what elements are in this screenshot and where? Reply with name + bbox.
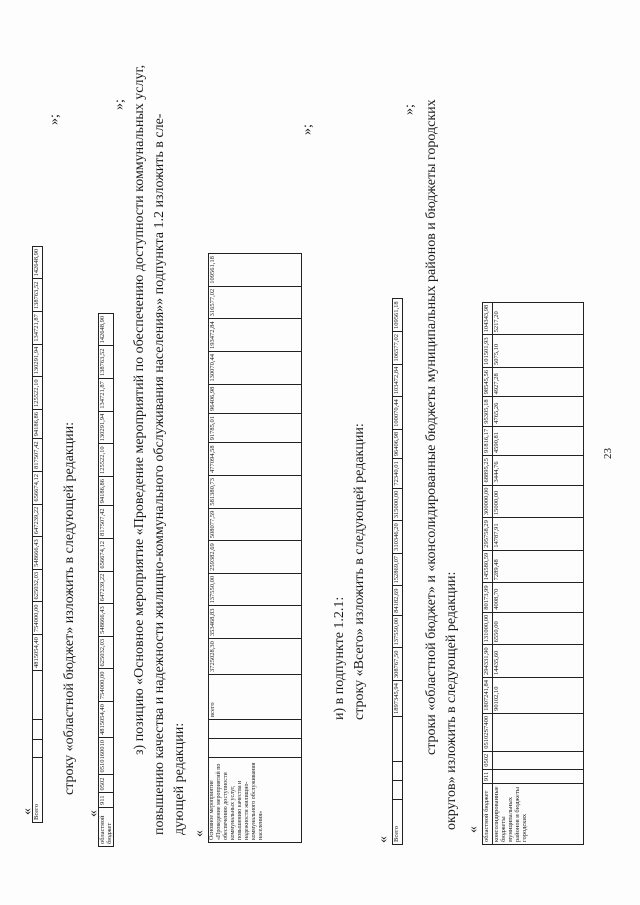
cell: 300000,00 <box>483 485 493 518</box>
row-label: областной бюджет <box>99 808 114 847</box>
row-label: Основное мероприятие «Проведение мероприятий по обеспечению доступности коммунальных услуг, повышению качества и надежности жилищно-коммунального обслуживания населения» <box>209 758 302 843</box>
cell: 754000,00 <box>99 669 114 702</box>
cell: 477094,58 <box>209 443 302 476</box>
cell: 95305,18 <box>483 397 493 426</box>
cell: 142648,90 <box>33 246 43 279</box>
cell: 315000,00 <box>393 488 403 521</box>
cell: 104343,98 <box>483 302 493 335</box>
cell: 911 <box>483 769 493 784</box>
cell: 310346,20 <box>393 521 403 554</box>
quote-close: »; <box>300 124 315 135</box>
text-paragraph: з) позицию «Основное мероприятие «Проведение мероприятий по обеспечению доступности коммунальных услуг, <box>132 64 147 755</box>
cell: 193472,84 <box>209 319 302 352</box>
cell: 15000,00 <box>493 485 584 518</box>
cell: 294331,90 <box>483 645 493 678</box>
cell: 68895,25 <box>483 456 493 485</box>
cell: 91816,17 <box>483 426 493 455</box>
cell: 4815054,40 <box>33 635 43 671</box>
cell: 145580,59 <box>483 550 493 583</box>
table-budgets <box>482 302 584 845</box>
quote-close: »; <box>47 114 62 125</box>
cell: 125522,10 <box>33 377 43 410</box>
cell: 96406,98 <box>393 429 403 458</box>
cell: 4815054,40 <box>99 702 114 738</box>
cell: 94186,86 <box>99 476 114 505</box>
cell: 96406,98 <box>209 384 302 413</box>
quote-open: « <box>376 836 391 843</box>
cell: 138763,52 <box>33 279 43 312</box>
cell: 130291,94 <box>33 344 43 377</box>
cell: 548666,43 <box>99 604 114 637</box>
table-oblast-1 <box>98 313 114 847</box>
cell: 316577,02 <box>209 286 302 319</box>
cell: 130070,44 <box>209 352 302 385</box>
cell: 308767,50 <box>393 648 403 681</box>
cell: 625032,03 <box>99 636 114 669</box>
cell: 548666,43 <box>33 537 43 570</box>
row-label: Всего <box>33 758 43 823</box>
cell: 101501,93 <box>483 335 493 368</box>
cell: 84182,69 <box>393 586 403 615</box>
table-total-1 <box>32 246 43 823</box>
cell: 1807241,84 <box>483 678 493 714</box>
text-paragraph: строку «Всего» изложить в следующей редакции: <box>352 423 367 720</box>
cell: 5217,20 <box>493 302 584 335</box>
cell: 1897345,94 <box>393 681 403 717</box>
cell: 137550,00 <box>393 615 403 648</box>
cell: 6550,00 <box>493 612 584 645</box>
cell: 98545,56 <box>483 368 493 397</box>
cell: 14435,60 <box>493 645 584 678</box>
cell: всего <box>209 675 302 720</box>
cell: 72340,01 <box>393 459 403 488</box>
cell: 7289,48 <box>493 550 584 583</box>
cell: 647239,22 <box>33 504 43 537</box>
cell: 138763,52 <box>99 346 114 379</box>
cell: 142648,90 <box>99 313 114 346</box>
cell: 130291,94 <box>99 411 114 444</box>
text-paragraph: дующей редакции: <box>172 722 187 835</box>
cell: 259382,69 <box>209 541 302 574</box>
cell: 90102,10 <box>493 678 584 714</box>
cell: 353468,83 <box>209 606 302 639</box>
cell: 134721,87 <box>33 312 43 345</box>
cell: 152869,07 <box>393 553 403 586</box>
cell: 134721,87 <box>99 379 114 412</box>
cell: 817507,42 <box>99 506 114 539</box>
quote-open: « <box>466 826 481 833</box>
text-paragraph: строки «областной бюджет» и «консолидированные бюджеты муниципальных районов и бюджеты городских <box>424 99 439 755</box>
cell: 656674,12 <box>33 472 43 505</box>
cell: 754000,00 <box>33 602 43 635</box>
cell: 91785,01 <box>209 414 302 443</box>
cell: 05102S7400 <box>483 713 493 751</box>
cell: 109561,18 <box>209 254 302 287</box>
cell: 581380,73 <box>209 476 302 509</box>
cell: 4590,81 <box>493 426 584 455</box>
quote-close: »; <box>402 104 417 115</box>
cell: 911 <box>99 793 114 808</box>
text-paragraph: строку «областной бюджет» изложить в следующей редакции: <box>62 422 77 795</box>
row-label: Всего <box>393 800 403 845</box>
cell: 647239,22 <box>99 571 114 604</box>
cell: 4008,70 <box>493 583 584 612</box>
cell: 656674,12 <box>99 538 114 571</box>
cell: 3725028,30 <box>209 639 302 675</box>
row-label: областной бюджет <box>483 784 493 845</box>
cell: 508077,59 <box>209 508 302 541</box>
cell: 137550,00 <box>209 573 302 606</box>
table-total-2 <box>392 298 403 845</box>
text-paragraph: округов» изложить в следующей редакции: <box>444 571 459 830</box>
quote-close: »; <box>112 99 127 110</box>
cell: 94186,86 <box>33 410 43 439</box>
row-label: консолидированные бюджеты муниципальных районов и бюджеты городских <box>493 784 584 845</box>
text-paragraph: и) в подпункте 1.2.1: <box>332 596 347 720</box>
cell: 0502 <box>483 751 493 769</box>
cell: 125522,10 <box>99 444 114 477</box>
cell: 4765,26 <box>493 397 584 426</box>
text-paragraph: повышению качества и надежности жилищно-коммунального обслуживания населения»» подпункта 1.2 изложить в сле- <box>152 113 167 835</box>
quote-open: « <box>86 810 101 817</box>
cell: 817507,42 <box>33 439 43 472</box>
cell: 295758,29 <box>483 518 493 551</box>
cell: 3444,76 <box>493 456 584 485</box>
cell: 109561,18 <box>393 299 403 332</box>
cell: 0510160010 <box>99 737 114 775</box>
cell: 80173,99 <box>483 583 493 612</box>
cell: 131000,00 <box>483 612 493 645</box>
cell: 5075,10 <box>493 335 584 368</box>
quote-open: « <box>192 830 207 837</box>
cell: 14787,91 <box>493 518 584 551</box>
cell: 103472,84 <box>393 364 403 397</box>
cell: 106577,02 <box>393 332 403 365</box>
quote-open: « <box>20 808 35 815</box>
page-number: 23 <box>602 448 614 459</box>
cell: 625032,03 <box>33 569 43 602</box>
cell: 100070,44 <box>393 397 403 430</box>
cell: 4927,28 <box>493 368 584 397</box>
cell: 0502 <box>99 775 114 793</box>
table-main-activity <box>208 253 302 843</box>
